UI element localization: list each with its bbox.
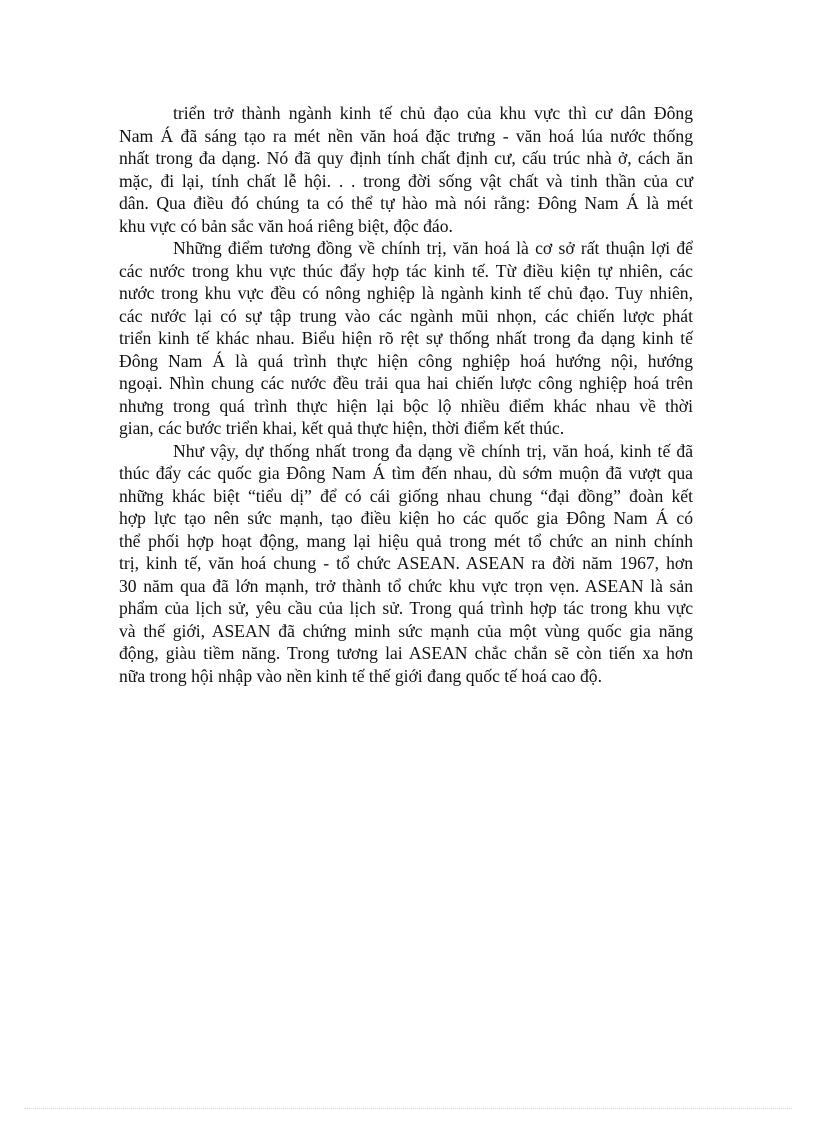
text-line: ngoại. Nhìn chung các nước đều trải qua hai chiến lược công nghiệp hoá trên	[119, 373, 693, 393]
text-line: nữa trong hội nhập vào nền kinh tế thế giới đang quốc tế hoá cao độ.	[119, 665, 602, 686]
text-line: 30 năm qua đã lớn mạnh, trở thành tổ chức khu vực trọn vẹn. ASEAN là sản	[119, 575, 693, 596]
text-line: Những điểm tương đồng về chính trị, văn hoá là cơ sở rất thuận lợi để	[173, 238, 693, 258]
text-line: phẩm của lịch sử, yêu cầu của lịch sử. Trong quá trình hợp tác trong khu vực	[119, 598, 693, 618]
text-line: các nước trong khu vực thúc đẩy hợp tác kinh tế. Từ điều kiện tự nhiên, các	[119, 260, 693, 281]
text-line: những khác biệt “tiểu dị” để có cái giống nhau chung “đại đồng” đoàn kết	[119, 485, 693, 506]
text-line: mặc, đi lại, tính chất lễ hội. . . trong đời sống vật chất và tinh thần của cư	[119, 170, 693, 191]
text-line: khu vực có bản sắc văn hoá riêng biệt, độc đáo.	[119, 215, 453, 236]
text-line: động, giàu tiềm năng. Trong tương lai ASEAN chắc chắn sẽ còn tiến xa hơn	[119, 643, 693, 663]
text-line: Nam Á đã sáng tạo ra mét nền văn hoá đặc trưng - văn hoá lúa nước thống	[119, 125, 693, 146]
text-line: hợp lực tạo nên sức mạnh, tạo điều kiện ho các quốc gia Đông Nam Á có	[119, 508, 693, 528]
text-line: nhưng trong quá trình thực hiện lại bộc lộ nhiều điểm khác nhau về thời	[119, 395, 693, 416]
text-line: dân. Qua điều đó chúng ta có thể tự hào mà nói rằng: Đông Nam Á là mét	[119, 193, 693, 213]
page-bottom-divider	[24, 1108, 792, 1109]
text-line: thể phối hợp hoạt động, mang lại hiệu quả trong mét tổ chức an ninh chính	[119, 530, 693, 551]
body-text	[119, 102, 693, 687]
text-line: nhất trong đa dạng. Nó đã quy định tính chất định cư, cấu trúc nhà ở, cách ăn	[119, 148, 693, 168]
text-line: và thế giới, ASEAN đã chứng minh sức mạnh của một vùng quốc gia năng	[119, 620, 693, 641]
text-line: trị, kinh tế, văn hoá chung - tổ chức ASEAN. ASEAN ra đời năm 1967, hơn	[119, 553, 693, 573]
text-line: các nước lại có sự tập trung vào các ngành mũi nhọn, các chiến lược phát	[119, 305, 693, 326]
text-line: triển kinh tế khác nhau. Biểu hiện rõ rệt sự thống nhất trong đa dạng kinh tế	[119, 328, 693, 348]
text-line: nước trong khu vực đều có nông nghiệp là ngành kinh tế chủ đạo. Tuy nhiên,	[119, 283, 693, 303]
text-line: Đông Nam Á là quá trình thực hiện công nghiệp hoá hướng nội, hướng	[119, 350, 693, 371]
text-line: triển trở thành ngành kinh tế chủ đạo của khu vực thì cư dân Đông	[173, 103, 693, 123]
text-line: gian, các bước triển khai, kết quả thực hiện, thời điểm kết thúc.	[119, 418, 565, 438]
text-line: thúc đẩy các quốc gia Đông Nam Á tìm đến nhau, dù sớm muộn đã vượt qua	[119, 463, 693, 483]
text-line: Như vậy, dự thống nhất trong đa dạng về chính trị, văn hoá, kinh tế đã	[173, 440, 693, 461]
